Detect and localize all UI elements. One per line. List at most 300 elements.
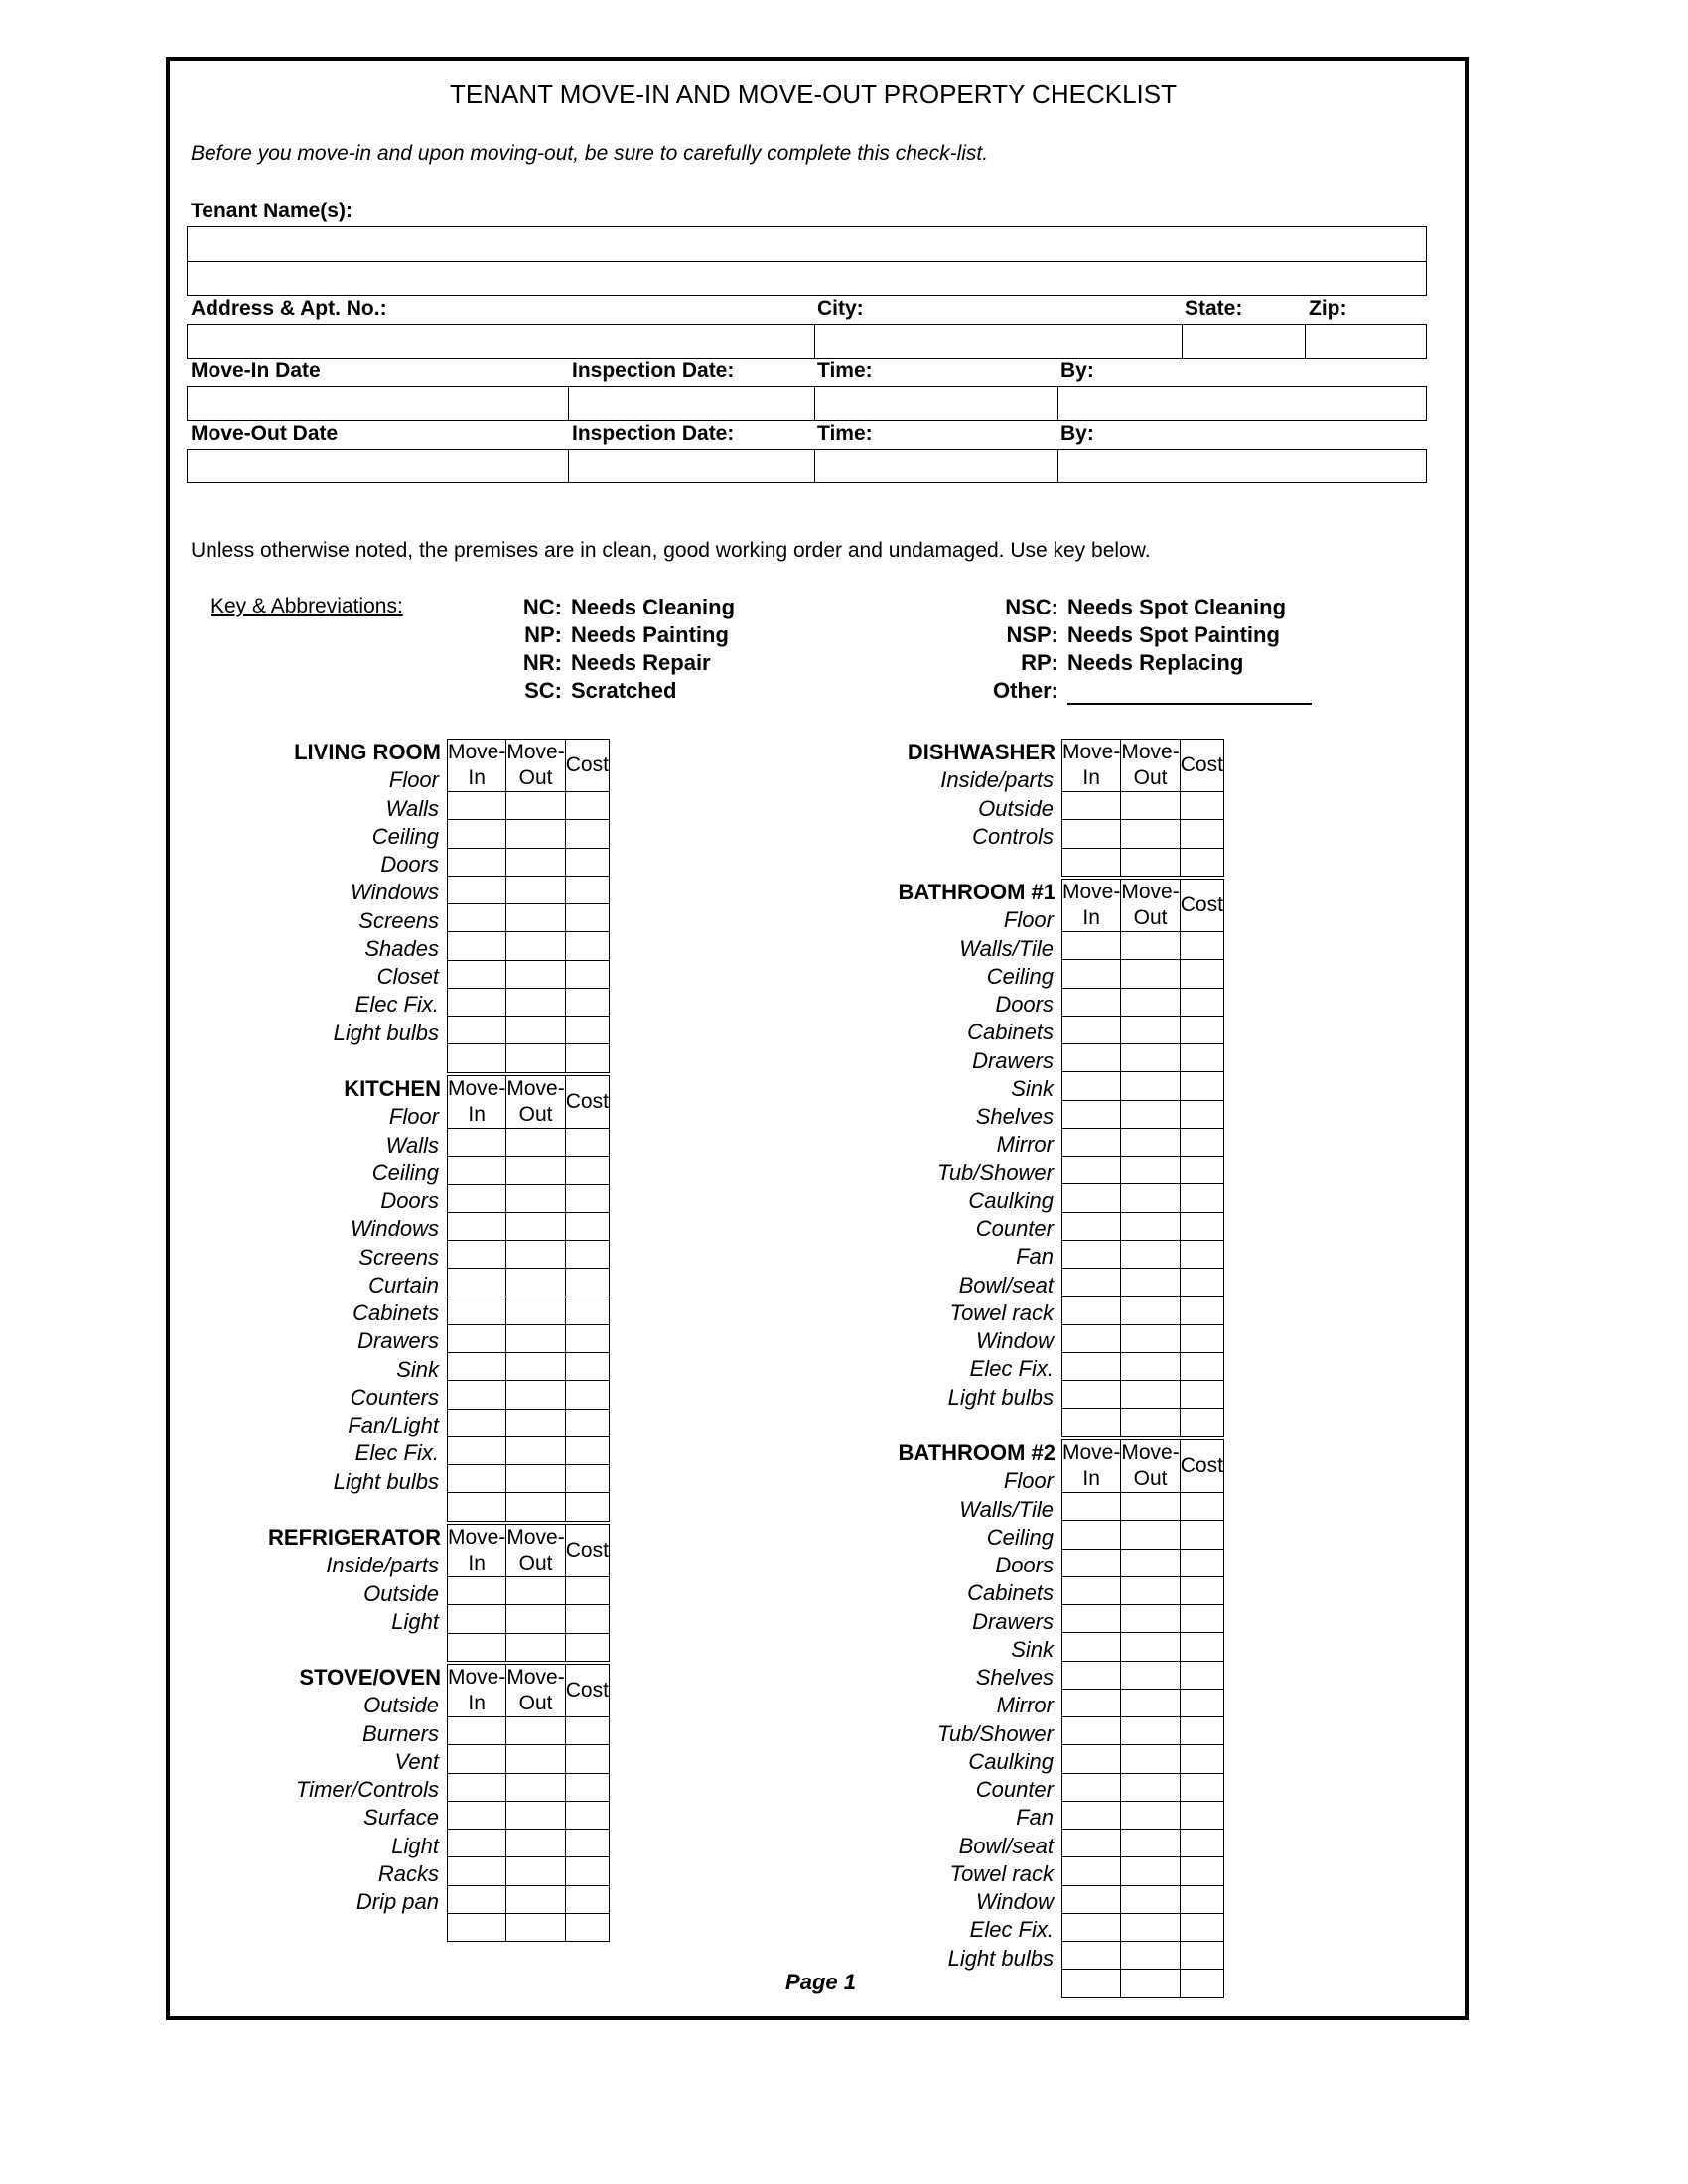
move-in-by-field[interactable] (1057, 386, 1427, 421)
entry-cell[interactable] (506, 876, 565, 903)
entry-cell[interactable] (1180, 1157, 1223, 1184)
entry-cell[interactable] (1062, 1801, 1121, 1829)
entry-cell[interactable] (506, 1857, 565, 1885)
row-label: Elec Fix. (969, 1356, 1054, 1382)
entry-cell[interactable] (1180, 1605, 1223, 1633)
entry-cell[interactable] (1121, 1493, 1180, 1521)
row-label: Caulking (968, 1187, 1054, 1213)
entry-cell[interactable] (506, 1212, 565, 1240)
entry-cell[interactable] (1121, 1661, 1180, 1689)
row-label: Floor (1003, 907, 1054, 933)
move-in-inspection-field[interactable] (568, 386, 815, 421)
table-row (1062, 1184, 1224, 1212)
move-out-date-label: Move-Out Date (191, 422, 339, 445)
entry-cell[interactable] (448, 1353, 506, 1381)
entry-cell[interactable] (565, 1269, 609, 1297)
entry-cell[interactable] (448, 1044, 506, 1072)
entry-cell[interactable] (506, 1184, 565, 1212)
entry-cell[interactable] (506, 1577, 565, 1605)
entry-cell[interactable] (565, 1436, 609, 1464)
entry-cell[interactable] (506, 1745, 565, 1773)
entry-cell[interactable] (506, 1913, 565, 1941)
entry-cell[interactable] (565, 1044, 609, 1072)
checklist-table (447, 1524, 610, 1662)
entry-cell[interactable] (506, 792, 565, 820)
entry-cell[interactable] (1062, 1830, 1121, 1857)
entry-cell[interactable] (506, 1717, 565, 1745)
entry-cell[interactable] (565, 1717, 609, 1745)
zip-field[interactable] (1305, 324, 1427, 359)
entry-cell[interactable] (1180, 1913, 1223, 1941)
entry-cell[interactable] (1180, 1717, 1223, 1745)
column-header: Move-Out (1121, 1440, 1180, 1493)
column-header: Move-In (448, 1076, 506, 1129)
entry-cell[interactable] (1121, 1745, 1180, 1773)
row-label: Walls (385, 795, 439, 821)
entry-cell[interactable] (565, 1605, 609, 1633)
entry-cell[interactable] (506, 960, 565, 988)
entry-cell[interactable] (1121, 1913, 1180, 1941)
entry-cell[interactable] (565, 1157, 609, 1184)
move-out-by-field[interactable] (1057, 449, 1427, 483)
entry-cell[interactable] (1121, 988, 1180, 1016)
table-row (448, 1184, 610, 1212)
entry-cell[interactable] (506, 1436, 565, 1464)
entry-cell[interactable] (1121, 1324, 1180, 1352)
entry-cell[interactable] (1180, 1689, 1223, 1716)
section-title: STOVE/OVEN (299, 1665, 441, 1690)
entry-cell[interactable] (506, 1017, 565, 1044)
entry-cell[interactable] (565, 1885, 609, 1913)
column-header: Cost (565, 1076, 609, 1129)
entry-cell[interactable] (1062, 1016, 1121, 1043)
entry-cell[interactable] (565, 960, 609, 988)
entry-cell[interactable] (448, 1745, 506, 1773)
entry-cell[interactable] (1121, 1381, 1180, 1409)
entry-cell[interactable] (1062, 988, 1121, 1016)
entry-cell[interactable] (1062, 1044, 1121, 1072)
table-header-row (1062, 740, 1224, 792)
entry-cell[interactable] (1121, 848, 1180, 876)
entry-cell[interactable] (565, 904, 609, 932)
entry-cell[interactable] (506, 1297, 565, 1324)
move-in-date-field[interactable] (187, 386, 569, 421)
address-field[interactable] (187, 324, 815, 359)
entry-cell[interactable] (1121, 1885, 1180, 1913)
table-row (448, 1044, 610, 1072)
entry-cell[interactable] (1062, 1576, 1121, 1604)
entry-cell[interactable] (448, 1324, 506, 1352)
entry-cell[interactable] (448, 1633, 506, 1661)
move-in-time-field[interactable] (814, 386, 1058, 421)
entry-cell[interactable] (1121, 1942, 1180, 1970)
entry-cell[interactable] (1062, 1381, 1121, 1409)
entry-cell[interactable] (565, 1409, 609, 1436)
entry-cell[interactable] (448, 1017, 506, 1044)
entry-cell[interactable] (565, 1801, 609, 1829)
column-header: Cost (565, 740, 609, 792)
entry-cell[interactable] (1062, 1352, 1121, 1380)
entry-cell[interactable] (1062, 1745, 1121, 1773)
entry-cell[interactable] (1121, 1072, 1180, 1100)
column-header: Move-In (1062, 740, 1121, 792)
entry-cell[interactable] (448, 960, 506, 988)
entry-cell[interactable] (448, 1885, 506, 1913)
entry-cell[interactable] (1180, 1352, 1223, 1380)
entry-cell[interactable] (448, 1773, 506, 1801)
entry-cell[interactable] (565, 1017, 609, 1044)
entry-cell[interactable] (1180, 988, 1223, 1016)
row-label: Mirror (996, 1132, 1054, 1158)
entry-cell[interactable] (1062, 1605, 1121, 1633)
table-row (1062, 1409, 1224, 1436)
entry-cell[interactable] (448, 1605, 506, 1633)
entry-cell[interactable] (506, 1381, 565, 1409)
entry-cell[interactable] (448, 1381, 506, 1409)
table-row (448, 1381, 610, 1409)
table-row (448, 904, 610, 932)
entry-cell[interactable] (506, 1269, 565, 1297)
entry-cell[interactable] (1062, 792, 1121, 820)
row-label: Bowl/seat (958, 1833, 1054, 1858)
entry-cell[interactable] (1062, 1633, 1121, 1661)
row-label: Cabinets (967, 1580, 1054, 1606)
entry-cell[interactable] (1121, 1521, 1180, 1549)
entry-cell[interactable] (1062, 1100, 1121, 1128)
entry-cell[interactable] (1180, 792, 1223, 820)
row-label: Floor (1003, 1468, 1054, 1494)
key-desc-rp: Needs Replacing (1067, 650, 1244, 675)
entry-cell[interactable] (565, 1184, 609, 1212)
entry-cell[interactable] (1180, 820, 1223, 848)
entry-cell[interactable] (448, 848, 506, 876)
tenant-names-divider (187, 261, 1427, 262)
entry-cell[interactable] (1180, 1324, 1223, 1352)
entry-cell[interactable] (1180, 1100, 1223, 1128)
entry-cell[interactable] (1180, 1549, 1223, 1576)
table-row (1062, 1576, 1224, 1604)
entry-cell[interactable] (506, 1353, 565, 1381)
entry-cell[interactable] (1121, 1633, 1180, 1661)
table-row (1062, 1661, 1224, 1689)
entry-cell[interactable] (565, 1241, 609, 1269)
state-field[interactable] (1182, 324, 1306, 359)
table-row (1062, 1157, 1224, 1184)
entry-cell[interactable] (506, 1324, 565, 1352)
entry-cell[interactable] (1062, 1521, 1121, 1549)
move-in-date-label: Move-In Date (191, 359, 321, 382)
row-label: Ceiling (986, 963, 1054, 989)
entry-cell[interactable] (1121, 1128, 1180, 1156)
entry-cell[interactable] (1062, 1212, 1121, 1240)
entry-cell[interactable] (565, 1577, 609, 1605)
entry-cell[interactable] (1180, 1745, 1223, 1773)
row-label: Windows (350, 880, 439, 905)
entry-cell[interactable] (1062, 1269, 1121, 1297)
row-label: Light (391, 1833, 439, 1858)
key-code-sc: SC: (524, 678, 562, 703)
entry-cell[interactable] (1062, 1857, 1121, 1885)
entry-cell[interactable] (506, 1465, 565, 1493)
entry-cell[interactable] (448, 1493, 506, 1521)
entry-cell[interactable] (448, 932, 506, 960)
entry-cell[interactable] (565, 1773, 609, 1801)
entry-cell[interactable] (448, 1436, 506, 1464)
entry-cell[interactable] (565, 932, 609, 960)
entry-cell[interactable] (1180, 960, 1223, 988)
entry-cell[interactable] (1121, 1157, 1180, 1184)
entry-cell[interactable] (1062, 1661, 1121, 1689)
entry-cell[interactable] (1180, 1128, 1223, 1156)
entry-cell[interactable] (448, 1241, 506, 1269)
entry-cell[interactable] (1062, 1913, 1121, 1941)
entry-cell[interactable] (1121, 1605, 1180, 1633)
entry-cell[interactable] (565, 1745, 609, 1773)
entry-cell[interactable] (506, 1409, 565, 1436)
entry-cell[interactable] (448, 1577, 506, 1605)
entry-cell[interactable] (565, 848, 609, 876)
entry-cell[interactable] (1062, 1689, 1121, 1716)
column-header: Move-In (1062, 1440, 1121, 1493)
address-label: Address & Apt. No.: (191, 297, 387, 320)
entry-cell[interactable] (448, 1830, 506, 1857)
entry-cell[interactable] (448, 1157, 506, 1184)
entry-cell[interactable] (1180, 1044, 1223, 1072)
entry-cell[interactable] (506, 1773, 565, 1801)
table-row (448, 1577, 610, 1605)
checklist-table (447, 1664, 610, 1942)
entry-cell[interactable] (448, 1212, 506, 1240)
entry-cell[interactable] (448, 820, 506, 848)
entry-cell[interactable] (1062, 1885, 1121, 1913)
entry-cell[interactable] (1121, 1100, 1180, 1128)
table-row (1062, 1633, 1224, 1661)
entry-cell[interactable] (1121, 1240, 1180, 1268)
entry-cell[interactable] (448, 1857, 506, 1885)
entry-cell[interactable] (1180, 1857, 1223, 1885)
entry-cell[interactable] (1062, 1297, 1121, 1324)
entry-cell[interactable] (1121, 1773, 1180, 1801)
entry-cell[interactable] (1180, 1381, 1223, 1409)
entry-cell[interactable] (1121, 1576, 1180, 1604)
entry-cell[interactable] (1062, 1184, 1121, 1212)
table-row (448, 932, 610, 960)
entry-cell[interactable] (1121, 820, 1180, 848)
move-out-time-field[interactable] (814, 449, 1058, 483)
key-code-rp: RP: (1021, 650, 1058, 675)
entry-cell[interactable] (1180, 1240, 1223, 1268)
row-label: Fan/Light (348, 1413, 439, 1437)
entry-cell[interactable] (1121, 1044, 1180, 1072)
entry-cell[interactable] (1121, 1717, 1180, 1745)
entry-cell[interactable] (1062, 1157, 1121, 1184)
entry-cell[interactable] (1121, 1269, 1180, 1297)
entry-cell[interactable] (506, 848, 565, 876)
entry-cell[interactable] (565, 1297, 609, 1324)
table-row (1062, 1493, 1224, 1521)
entry-cell[interactable] (1062, 1324, 1121, 1352)
entry-cell[interactable] (448, 1297, 506, 1324)
entry-cell[interactable] (448, 1801, 506, 1829)
entry-cell[interactable] (1180, 848, 1223, 876)
entry-cell[interactable] (1062, 932, 1121, 960)
entry-cell[interactable] (1121, 1689, 1180, 1716)
entry-cell[interactable] (506, 1044, 565, 1072)
entry-cell[interactable] (1180, 1801, 1223, 1829)
entry-cell[interactable] (565, 988, 609, 1016)
column-header: Cost (565, 1665, 609, 1717)
table-row (1062, 1830, 1224, 1857)
entry-cell[interactable] (448, 792, 506, 820)
entry-cell[interactable] (565, 1857, 609, 1885)
table-row (1062, 1324, 1224, 1352)
entry-cell[interactable] (565, 1633, 609, 1661)
row-label: Light bulbs (333, 1020, 439, 1045)
entry-cell[interactable] (448, 904, 506, 932)
entry-cell[interactable] (1180, 1830, 1223, 1857)
entry-cell[interactable] (565, 1324, 609, 1352)
column-header: Move-Out (1121, 740, 1180, 792)
entry-cell[interactable] (1180, 1773, 1223, 1801)
city-field[interactable] (814, 324, 1183, 359)
row-label: Cabinets (352, 1300, 439, 1325)
entry-cell[interactable] (1180, 1184, 1223, 1212)
entry-cell[interactable] (1180, 1493, 1223, 1521)
entry-cell[interactable] (565, 1913, 609, 1941)
row-label: Sink (396, 1356, 439, 1382)
entry-cell[interactable] (506, 820, 565, 848)
entry-cell[interactable] (565, 1381, 609, 1409)
entry-cell[interactable] (1180, 1269, 1223, 1297)
entry-cell[interactable] (448, 876, 506, 903)
move-out-inspection-field[interactable] (568, 449, 815, 483)
table-row (1062, 1100, 1224, 1128)
entry-cell[interactable] (448, 1913, 506, 1941)
entry-cell[interactable] (506, 988, 565, 1016)
row-label: Sink (1011, 1636, 1054, 1662)
entry-cell[interactable] (1121, 1830, 1180, 1857)
entry-cell[interactable] (1062, 1409, 1121, 1436)
table-row (448, 1913, 610, 1941)
row-label: Shelves (975, 1665, 1054, 1690)
entry-cell[interactable] (506, 1885, 565, 1913)
entry-cell[interactable] (1062, 1773, 1121, 1801)
entry-cell[interactable] (1180, 1409, 1223, 1436)
entry-cell[interactable] (565, 1353, 609, 1381)
table-row (448, 1830, 610, 1857)
entry-cell[interactable] (448, 1465, 506, 1493)
table-row (1062, 1942, 1224, 1970)
entry-cell[interactable] (565, 1830, 609, 1857)
row-label: Window (975, 1889, 1054, 1914)
entry-cell[interactable] (506, 1129, 565, 1157)
entry-cell[interactable] (1180, 1633, 1223, 1661)
entry-cell[interactable] (1062, 960, 1121, 988)
entry-cell[interactable] (448, 988, 506, 1016)
entry-cell[interactable] (506, 1605, 565, 1633)
entry-cell[interactable] (506, 1801, 565, 1829)
entry-cell[interactable] (1180, 1661, 1223, 1689)
entry-cell[interactable] (1180, 1297, 1223, 1324)
table-row (448, 1409, 610, 1436)
entry-cell[interactable] (565, 1212, 609, 1240)
row-label: Floor (388, 1104, 439, 1130)
entry-cell[interactable] (448, 1184, 506, 1212)
entry-cell[interactable] (1121, 932, 1180, 960)
entry-cell[interactable] (1180, 1212, 1223, 1240)
entry-cell[interactable] (1062, 820, 1121, 848)
entry-cell[interactable] (1121, 960, 1180, 988)
entry-cell[interactable] (1180, 932, 1223, 960)
entry-cell[interactable] (1062, 1493, 1121, 1521)
entry-cell[interactable] (506, 1157, 565, 1184)
entry-cell[interactable] (448, 1717, 506, 1745)
row-label: Ceiling (371, 1160, 439, 1185)
entry-cell[interactable] (1121, 792, 1180, 820)
entry-cell[interactable] (1180, 1016, 1223, 1043)
entry-cell[interactable] (1062, 1072, 1121, 1100)
entry-cell[interactable] (1062, 1717, 1121, 1745)
entry-cell[interactable] (1062, 1128, 1121, 1156)
entry-cell[interactable] (1180, 1942, 1223, 1970)
entry-cell[interactable] (1062, 1240, 1121, 1268)
entry-cell[interactable] (506, 1241, 565, 1269)
entry-cell[interactable] (565, 1465, 609, 1493)
entry-cell[interactable] (506, 904, 565, 932)
entry-cell[interactable] (1121, 1297, 1180, 1324)
entry-cell[interactable] (506, 1493, 565, 1521)
entry-cell[interactable] (506, 1830, 565, 1857)
entry-cell[interactable] (1180, 1521, 1223, 1549)
table-row (1062, 1128, 1224, 1156)
entry-cell[interactable] (565, 792, 609, 820)
entry-cell[interactable] (1121, 1409, 1180, 1436)
entry-cell[interactable] (506, 932, 565, 960)
entry-cell[interactable] (1062, 1942, 1121, 1970)
entry-cell[interactable] (506, 1633, 565, 1661)
entry-cell[interactable] (448, 1129, 506, 1157)
entry-cell[interactable] (1121, 1212, 1180, 1240)
entry-cell[interactable] (448, 1409, 506, 1436)
entry-cell[interactable] (1062, 848, 1121, 876)
entry-cell[interactable] (1180, 1072, 1223, 1100)
entry-cell[interactable] (1121, 1352, 1180, 1380)
entry-cell[interactable] (565, 820, 609, 848)
column-header: Cost (565, 1525, 609, 1577)
entry-cell[interactable] (448, 1269, 506, 1297)
entry-cell[interactable] (1121, 1184, 1180, 1212)
entry-cell[interactable] (565, 876, 609, 903)
entry-cell[interactable] (1121, 1801, 1180, 1829)
entry-cell[interactable] (565, 1129, 609, 1157)
move-out-date-field[interactable] (187, 449, 569, 483)
entry-cell[interactable] (1121, 1016, 1180, 1043)
entry-cell[interactable] (1180, 1576, 1223, 1604)
move-out-inspection-label: Inspection Date: (572, 422, 735, 445)
entry-cell[interactable] (1062, 1549, 1121, 1576)
row-label: Timer/Controls (295, 1777, 439, 1802)
entry-cell[interactable] (565, 1493, 609, 1521)
entry-cell[interactable] (1180, 1885, 1223, 1913)
key-other-blank[interactable] (1067, 703, 1312, 705)
row-label: Towel rack (949, 1299, 1054, 1325)
table-row (1062, 1240, 1224, 1268)
column-header: Move-Out (506, 740, 565, 792)
column-header: Move-Out (506, 1525, 565, 1577)
entry-cell[interactable] (1121, 1857, 1180, 1885)
table-row (448, 1241, 610, 1269)
entry-cell[interactable] (1121, 1549, 1180, 1576)
